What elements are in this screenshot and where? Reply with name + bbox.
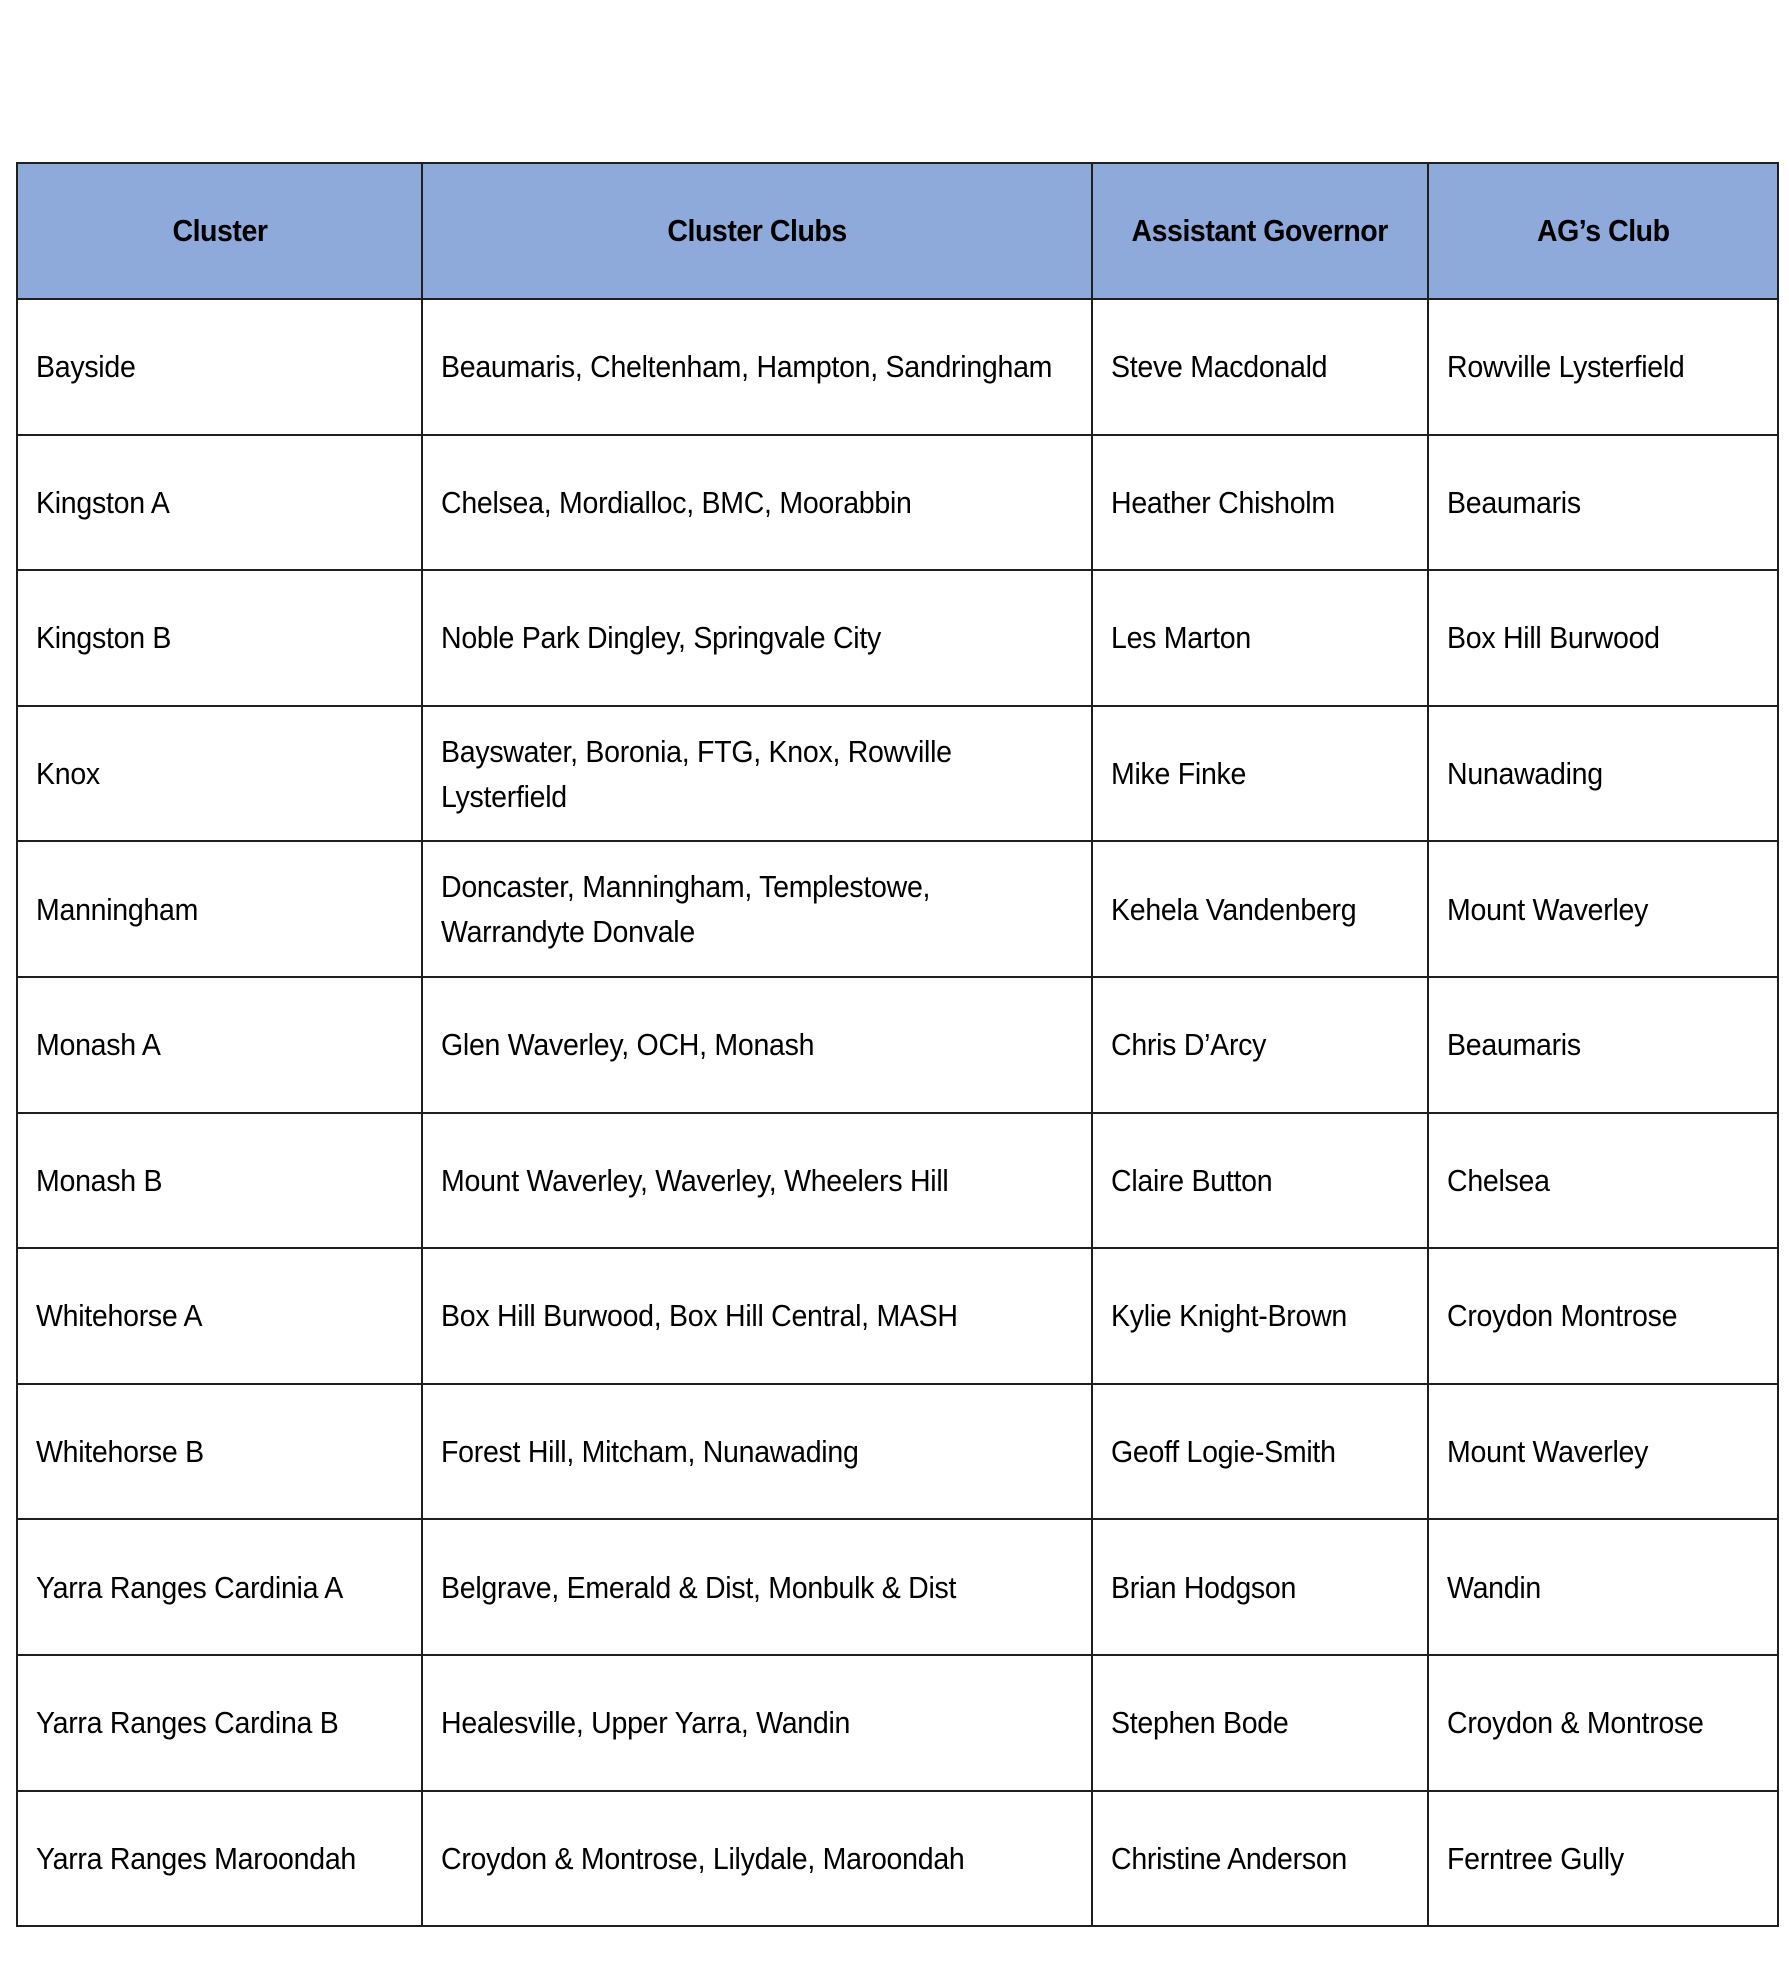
assistant-governor-cell xyxy=(1092,1384,1428,1520)
cell-text: Whitehorse A xyxy=(36,1298,203,1334)
table-header xyxy=(17,163,1778,299)
cluster-cell xyxy=(17,841,422,977)
cluster-cell xyxy=(17,977,422,1113)
table-row xyxy=(17,706,1778,842)
cell-text: Bayswater, Boronia, FTG, Knox, Rowville Lysterfield xyxy=(441,733,952,814)
cell-text: Croydon Montrose xyxy=(1447,1298,1678,1334)
assistant-governor-cell xyxy=(1092,570,1428,706)
cell-text: Monash B xyxy=(36,1162,163,1198)
cluster-cell xyxy=(17,1519,422,1655)
cell-text: Mount Waverley xyxy=(1447,1434,1649,1470)
ag-club-cell xyxy=(1428,299,1778,435)
cell-text: Whitehorse B xyxy=(36,1434,204,1470)
cell-text: Croydon & Montrose, Lilydale, Maroondah xyxy=(441,1840,965,1876)
cell-text: Claire Button xyxy=(1111,1162,1273,1198)
cluster-cell xyxy=(17,1248,422,1384)
cell-text: Kingston B xyxy=(36,620,172,656)
header-row xyxy=(17,163,1778,299)
cell-text: Heather Chisholm xyxy=(1111,484,1335,520)
cluster-cell xyxy=(17,435,422,571)
cell-text: Nunawading xyxy=(1447,756,1603,792)
table-row xyxy=(17,1655,1778,1791)
assistant-governor-cell xyxy=(1092,977,1428,1113)
cell-text: Brian Hodgson xyxy=(1111,1569,1297,1605)
cluster-clubs-cell xyxy=(422,299,1092,435)
assistant-governor-cell xyxy=(1092,706,1428,842)
cell-text: Wandin xyxy=(1447,1569,1541,1605)
assistant-governor-cell xyxy=(1092,1655,1428,1791)
table-row xyxy=(17,1248,1778,1384)
cluster-clubs-cell xyxy=(422,841,1092,977)
cell-text: Box Hill Burwood xyxy=(1447,620,1660,656)
ag-club-cell xyxy=(1428,1384,1778,1520)
table-row xyxy=(17,1791,1778,1927)
cluster-clubs-cell xyxy=(422,1791,1092,1927)
cell-text: Glen Waverley, OCH, Monash xyxy=(441,1027,815,1063)
assistant-governor-cell xyxy=(1092,1519,1428,1655)
assistant-governor-cell xyxy=(1092,1113,1428,1249)
cell-text: Bayside xyxy=(36,349,136,385)
column-header-label: Assistant Governor xyxy=(1131,213,1389,248)
cluster-table xyxy=(16,162,1779,1927)
assistant-governor-cell xyxy=(1092,1791,1428,1927)
cell-text: Chelsea, Mordialloc, BMC, Moorabbin xyxy=(441,484,912,520)
column-header-label: Cluster Clubs xyxy=(667,213,847,248)
cluster-clubs-cell xyxy=(422,435,1092,571)
column-header-assistant-governor xyxy=(1092,163,1428,299)
cluster-clubs-cell xyxy=(422,1248,1092,1384)
cell-text: Yarra Ranges Maroondah xyxy=(36,1840,356,1876)
column-header-label: AG’s Club xyxy=(1536,213,1670,248)
ag-club-cell xyxy=(1428,841,1778,977)
cell-text: Kylie Knight-Brown xyxy=(1111,1298,1347,1334)
cell-text: Mount Waverley xyxy=(1447,891,1649,927)
cluster-cell xyxy=(17,1655,422,1791)
cell-text: Christine Anderson xyxy=(1111,1840,1348,1876)
cell-text: Chelsea xyxy=(1447,1162,1550,1198)
cell-text: Healesville, Upper Yarra, Wandin xyxy=(441,1705,851,1741)
cell-text: Ferntree Gully xyxy=(1447,1840,1624,1876)
cell-text: Forest Hill, Mitcham, Nunawading xyxy=(441,1434,859,1470)
table-row xyxy=(17,435,1778,571)
ag-club-cell xyxy=(1428,1519,1778,1655)
cell-text: Mike Finke xyxy=(1111,756,1247,792)
cluster-clubs-cell xyxy=(422,977,1092,1113)
column-header-cluster xyxy=(17,163,422,299)
cluster-cell xyxy=(17,706,422,842)
ag-club-cell xyxy=(1428,1655,1778,1791)
table-row xyxy=(17,1113,1778,1249)
cluster-clubs-cell xyxy=(422,706,1092,842)
column-header-label: Cluster xyxy=(171,213,268,248)
cluster-clubs-cell xyxy=(422,1519,1092,1655)
cell-text: Manningham xyxy=(36,891,199,927)
ag-club-cell xyxy=(1428,570,1778,706)
cell-text: Yarra Ranges Cardinia A xyxy=(36,1569,344,1605)
cluster-clubs-cell xyxy=(422,1384,1092,1520)
cell-text: Knox xyxy=(36,756,100,792)
cluster-cell xyxy=(17,1384,422,1520)
column-header-cluster-clubs xyxy=(422,163,1092,299)
cell-text: Mount Waverley, Waverley, Wheelers Hill xyxy=(441,1162,949,1198)
table-body xyxy=(17,299,1778,1926)
column-header-ag-club xyxy=(1428,163,1778,299)
cell-text: Geoff Logie-Smith xyxy=(1111,1434,1336,1470)
ag-club-cell xyxy=(1428,435,1778,571)
cluster-cell xyxy=(17,299,422,435)
cell-text: Chris D’Arcy xyxy=(1111,1027,1267,1063)
cell-text: Rowville Lysterfield xyxy=(1447,349,1685,385)
ag-club-cell xyxy=(1428,1791,1778,1927)
cell-text: Kehela Vandenberg xyxy=(1111,891,1357,927)
cell-text: Doncaster, Manningham, Templestowe, Warrandyte Donvale xyxy=(441,869,931,950)
cell-text: Belgrave, Emerald & Dist, Monbulk & Dist xyxy=(441,1569,957,1605)
cluster-cell xyxy=(17,570,422,706)
ag-club-cell xyxy=(1428,1248,1778,1384)
assistant-governor-cell xyxy=(1092,841,1428,977)
table-row xyxy=(17,1519,1778,1655)
cluster-clubs-cell xyxy=(422,570,1092,706)
assistant-governor-cell xyxy=(1092,299,1428,435)
table-row xyxy=(17,570,1778,706)
cell-text: Steve Macdonald xyxy=(1111,349,1328,385)
ag-club-cell xyxy=(1428,706,1778,842)
cell-text: Kingston A xyxy=(36,484,170,520)
assistant-governor-cell xyxy=(1092,435,1428,571)
table-row xyxy=(17,299,1778,435)
cell-text: Beaumaris xyxy=(1447,1027,1581,1063)
cell-text: Stephen Bode xyxy=(1111,1705,1289,1741)
cell-text: Les Marton xyxy=(1111,620,1251,656)
assistant-governor-cell xyxy=(1092,1248,1428,1384)
cluster-cell xyxy=(17,1113,422,1249)
cluster-clubs-cell xyxy=(422,1655,1092,1791)
ag-club-cell xyxy=(1428,1113,1778,1249)
cluster-clubs-cell xyxy=(422,1113,1092,1249)
cell-text: Croydon & Montrose xyxy=(1447,1705,1704,1741)
table-row xyxy=(17,1384,1778,1520)
cell-text: Yarra Ranges Cardina B xyxy=(36,1705,339,1741)
ag-club-cell xyxy=(1428,977,1778,1113)
table-row xyxy=(17,977,1778,1113)
cell-text: Noble Park Dingley, Springvale City xyxy=(441,620,881,656)
table-row xyxy=(17,841,1778,977)
cell-text: Monash A xyxy=(36,1027,161,1063)
cell-text: Beaumaris xyxy=(1447,484,1581,520)
cluster-cell xyxy=(17,1791,422,1927)
cell-text: Beaumaris, Cheltenham, Hampton, Sandringham xyxy=(441,349,1053,385)
cell-text: Box Hill Burwood, Box Hill Central, MASH xyxy=(441,1298,958,1334)
